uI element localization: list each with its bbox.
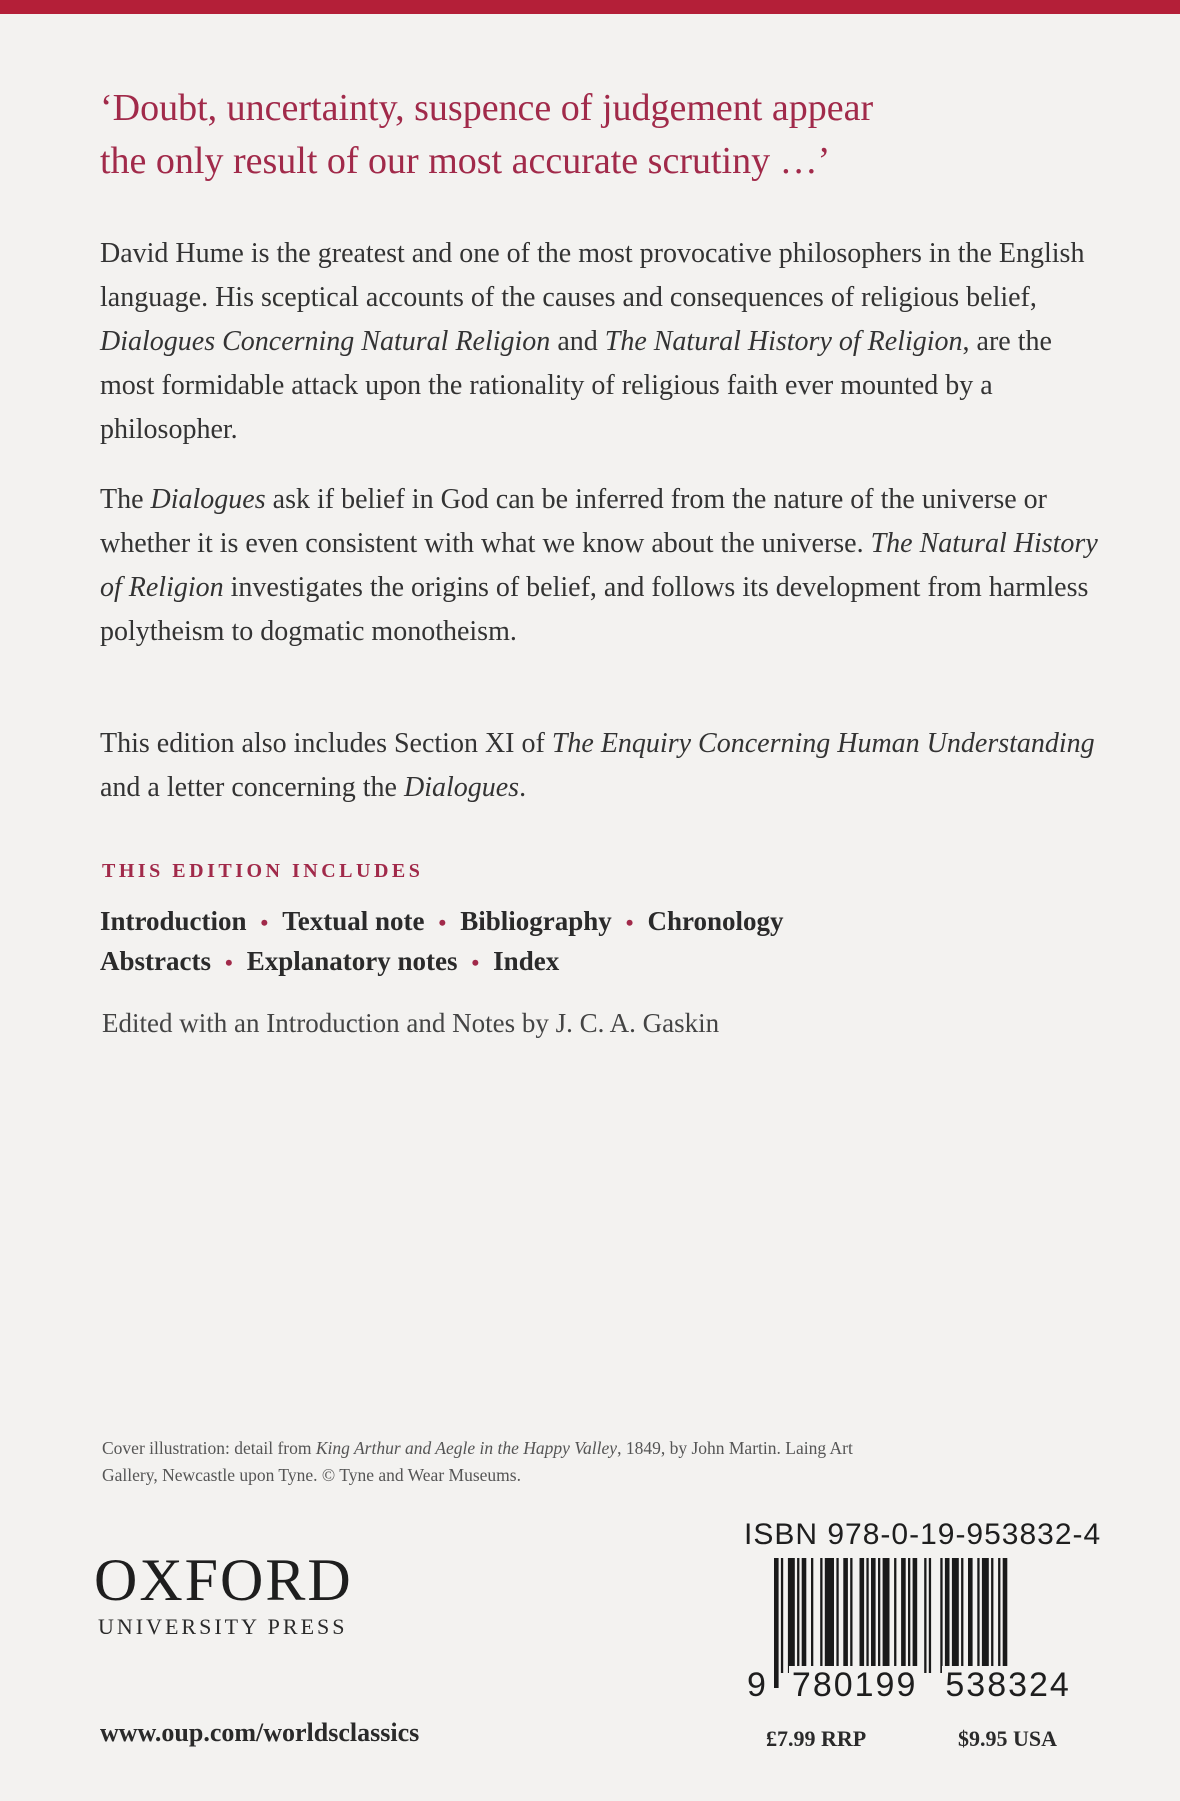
- text-run: , 1849, by John Martin. Laing Art Gallery, Newcastle upon Tyne. © Tyne and Wear Museums.: [102, 1438, 853, 1485]
- book-title: The Natural History of Religion: [100, 528, 1098, 603]
- book-title: Dialogues Concerning Natural Religion: [100, 326, 551, 357]
- pull-quote-line-1: ‘Doubt, uncertainty, suspence of judgement appear: [100, 87, 874, 129]
- text-run: , are the most formidable attack upon the rationality of religious faith ever mounted by a philosopher.: [100, 326, 1052, 445]
- text-run: investigates the origins of belief, and follows its development from harmless polytheism to dogmatic monotheism.: [100, 572, 1089, 647]
- bullet-separator: •: [224, 950, 233, 975]
- text-run: ask if belief in God can be inferred from the nature of the universe or whether it is even consistent with what we know about the universe.: [100, 484, 1048, 559]
- barcode-digits-right: 538324: [942, 1666, 1073, 1704]
- description-paragraph-3: [100, 722, 1100, 810]
- text-run: .: [519, 772, 527, 803]
- top-color-band: [0, 0, 1180, 14]
- book-title: The Natural History of Religion: [604, 326, 963, 357]
- includes-item-introduction: Introduction: [100, 906, 247, 936]
- isbn-label: ISBN 978-0-19-953832-4: [744, 1518, 1102, 1551]
- text-run: Cover illustration: detail from: [102, 1438, 316, 1458]
- includes-item-abstracts: Abstracts: [100, 946, 211, 976]
- cover-illustration-credit: [102, 1435, 862, 1489]
- barcode-digits: [744, 1666, 1084, 1705]
- text-run: David Hume is the greatest and one of the most provocative philosophers in the English language. His sceptical accounts of the causes and consequences of religious belief,: [100, 238, 1085, 313]
- description-paragraph-1: [100, 232, 1100, 452]
- pull-quote: [100, 82, 1100, 188]
- includes-item-explanatory-notes: Explanatory notes: [246, 946, 458, 976]
- includes-item-textual-note: Textual note: [282, 906, 425, 936]
- description-paragraph-2: [100, 478, 1100, 654]
- pull-quote-line-2: the only result of our most accurate scrutiny …’: [100, 140, 831, 182]
- bullet-separator: •: [471, 950, 480, 975]
- price-us: $9.95 USA: [958, 1726, 1058, 1751]
- book-title: Dialogues: [403, 772, 520, 803]
- includes-row-2: [100, 946, 559, 977]
- text-run: and: [550, 326, 605, 357]
- includes-item-chronology: Chronology: [647, 906, 784, 936]
- publisher-logo-subtitle: UNIVERSITY PRESS: [98, 1614, 348, 1639]
- artwork-title: King Arthur and Aegle in the Happy Valley: [315, 1438, 618, 1458]
- includes-item-index: Index: [493, 946, 560, 976]
- barcode-digits-left: 780199: [789, 1666, 920, 1704]
- text-run: This edition also includes Section XI of: [100, 728, 552, 759]
- editor-credit: Edited with an Introduction and Notes by J. C. A. Gaskin: [102, 1008, 720, 1038]
- publisher-logo-wordmark: OXFORD: [94, 1547, 353, 1613]
- publisher-website: www.oup.com/worldsclassics: [100, 1718, 420, 1747]
- book-title: Dialogues: [150, 484, 266, 515]
- text-run: The: [100, 484, 151, 515]
- includes-item-bibliography: Bibliography: [460, 906, 612, 936]
- bullet-separator: •: [625, 910, 634, 935]
- bullet-separator: •: [260, 910, 269, 935]
- book-title: The Enquiry Concerning Human Understanding: [551, 728, 1095, 759]
- includes-row-1: [100, 906, 784, 937]
- price-uk: £7.99 RRP: [766, 1726, 867, 1751]
- bullet-separator: •: [438, 910, 447, 935]
- text-run: and a letter concerning the: [100, 772, 404, 803]
- includes-heading: THIS EDITION INCLUDES: [102, 860, 424, 882]
- barcode-digit-first: 9: [744, 1666, 771, 1704]
